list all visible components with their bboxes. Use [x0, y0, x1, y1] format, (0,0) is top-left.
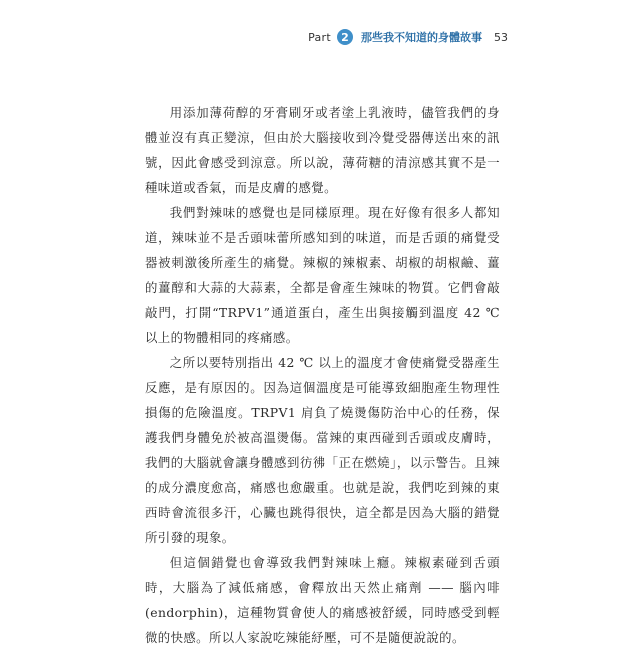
part-number-badge: 2 — [337, 29, 353, 45]
page-number: 53 — [494, 30, 508, 44]
paragraph: 但這個錯覺也會導致我們對辣味上癮。辣椒素碰到舌頭時，大腦為了減低痛感，會釋放出天然止痛劑 —— 腦內啡(endorphin)，這種物質會使人的痛感被舒緩，同時感受到輕微的快感。所以人家說吃辣能紓壓，可不是隨便說說的。 — [145, 555, 500, 645]
paragraph: 之所以要特別指出 42 ℃ 以上的溫度才會使痛覺受器產生反應，是有原因的。因為這個溫度是可能導致細胞產生物理性損傷的危險溫度。TRPV1 肩負了燒燙傷防治中心的任務，保護我們身體免於被高溫燙傷。當辣的東西碰到舌頭或皮膚時，我們的大腦就會讓身體感到彷彿「正在燃燒」，以示警告。且辣的成分濃度愈高，痛感也愈嚴重。也就是說，我們吃到辣的東西時會流很多汗，心臟也跳得很快，這全都是因為大腦的錯覺所引發的現象。 — [145, 355, 500, 545]
chapter-title: 那些我不知道的身體故事 — [361, 31, 482, 44]
paragraph: 用添加薄荷醇的牙膏刷牙或者塗上乳液時，儘管我們的身體並沒有真正變涼，但由於大腦接收到冷覺受器傳送出來的訊號，因此會感受到涼意。所以說，薄荷糖的清涼感其實不是一種味道或香氣，而是皮膚的感覺。 — [145, 105, 500, 195]
part-label: Part — [308, 30, 331, 44]
page-header — [308, 27, 508, 47]
paragraph: 我們對辣味的感覺也是同樣原理。現在好像有很多人都知道，辣味並不是舌頭味蕾所感知到的味道，而是舌頭的痛覺受器被刺激後所產生的痛覺。辣椒的辣椒素、胡椒的胡椒鹼、薑的薑醇和大蒜的大蒜素，全都是會產生辣味的物質。它們會敲敲門，打開“TRPV1”通道蛋白，產生出與接觸到溫度 42 ℃ 以上的物體相同的疼痛感。 — [145, 205, 500, 345]
body-text — [145, 100, 500, 650]
